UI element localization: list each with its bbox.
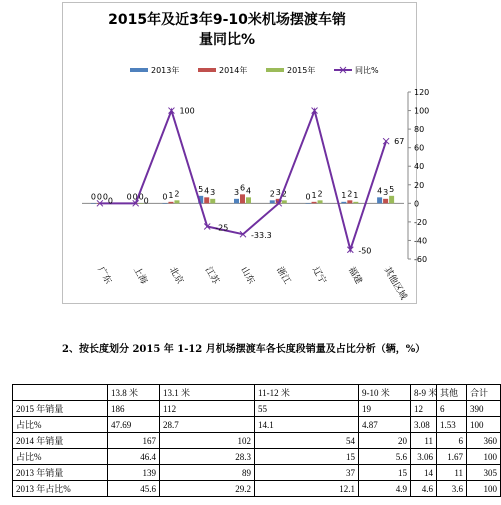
legend-swatch xyxy=(198,68,216,72)
bar-value-label: 3 xyxy=(210,187,216,197)
table-cell: 305 xyxy=(467,465,501,481)
bar-value-label: 2 xyxy=(174,189,180,199)
line-value-label: -25 xyxy=(215,223,229,233)
bar-value-label: 0 xyxy=(90,192,96,202)
bar-2013年-辽宁 xyxy=(306,203,311,204)
bar-value-label: 0 xyxy=(305,192,311,202)
bar-2014年-北京 xyxy=(168,202,173,204)
table-cell: 12.1 xyxy=(255,481,359,497)
table-cell: 14 xyxy=(411,465,437,481)
right-axis-tick-label: 100 xyxy=(414,106,430,116)
table-row xyxy=(13,433,501,449)
table-cell: 3.06 xyxy=(411,449,437,465)
table-header-cell: 合计 xyxy=(467,385,501,401)
bar-value-label: 0 xyxy=(126,192,132,202)
bar-2014年-山东 xyxy=(240,194,245,203)
table-cell: 12 xyxy=(411,401,437,417)
table-cell: 28.3 xyxy=(160,449,255,465)
bar-2013年-山东 xyxy=(234,199,239,204)
table-row xyxy=(13,465,501,481)
bar-value-label: 0 xyxy=(162,192,168,202)
line-value-label: 100 xyxy=(179,106,195,116)
table-header-cell xyxy=(13,385,108,401)
bar-value-label: 3 xyxy=(383,187,389,197)
legend-swatch xyxy=(130,68,148,72)
bar-2015年-山东 xyxy=(246,197,251,203)
bar-value-label: 4 xyxy=(204,186,210,196)
right-axis-tick-label: -40 xyxy=(414,236,428,246)
bar-2014年-其他区域 xyxy=(383,199,388,204)
table-cell: 4.6 xyxy=(411,481,437,497)
table-cell: 100 xyxy=(467,481,501,497)
bar-2013年-广东 xyxy=(91,203,96,204)
bar-2013年-北京 xyxy=(162,203,167,204)
table-cell: 11 xyxy=(437,465,467,481)
table-cell: 6 xyxy=(437,433,467,449)
table-cell: 100 xyxy=(467,449,501,465)
table-cell: 15 xyxy=(359,465,411,481)
bar-value-label: 4 xyxy=(245,186,252,196)
table-cell: 37 xyxy=(255,465,359,481)
legend-label: 同比% xyxy=(355,66,379,75)
bar-2014年-江苏 xyxy=(204,197,209,203)
row-label: 占比% xyxy=(13,417,108,433)
table-cell: 29.2 xyxy=(160,481,255,497)
length-sales-table xyxy=(12,384,501,497)
table-cell: 6 xyxy=(437,401,467,417)
bar-value-label: 6 xyxy=(239,183,246,193)
bar-2015年-辽宁 xyxy=(318,200,323,203)
bar-2015年-北京 xyxy=(174,200,179,203)
bar-value-label: 2 xyxy=(317,189,323,199)
right-axis-tick-label: 40 xyxy=(414,162,425,172)
chart-title xyxy=(62,10,392,50)
bar-value-label: 1 xyxy=(353,190,359,200)
bar-value-label: 2 xyxy=(269,189,275,199)
row-label: 2015 年销量 xyxy=(13,401,108,417)
table-cell: 3.6 xyxy=(437,481,467,497)
table-cell: 20 xyxy=(359,433,411,449)
right-axis-tick-label: 60 xyxy=(414,143,425,153)
table-row xyxy=(13,449,501,465)
bar-2015年-其他区域 xyxy=(389,196,394,204)
right-axis-tick-label: 20 xyxy=(414,180,425,190)
row-label: 占比% xyxy=(13,449,108,465)
bar-value-label: 2 xyxy=(281,189,287,199)
legend-label: 2013年 xyxy=(151,66,180,75)
legend-swatch xyxy=(266,68,284,72)
table-header-cell: 13.8 米 xyxy=(108,385,160,401)
table-row xyxy=(13,401,501,417)
table-cell: 45.6 xyxy=(108,481,160,497)
line-value-label: -50 xyxy=(358,246,372,256)
table-cell: 55 xyxy=(255,401,359,417)
line-value-label: 67 xyxy=(394,137,405,147)
table-cell: 100 xyxy=(467,417,501,433)
table-cell: 139 xyxy=(108,465,160,481)
table-header-cell: 其他 xyxy=(437,385,467,401)
right-axis-tick-label: 120 xyxy=(414,88,430,97)
chart-title-line-2: 量同比% xyxy=(198,32,256,48)
line-value-label: 0 xyxy=(107,196,113,206)
row-label: 2013 年销量 xyxy=(13,465,108,481)
bar-2013年-其他区域 xyxy=(377,197,382,203)
bar-value-label: 4 xyxy=(377,186,383,196)
bar-value-label: 3 xyxy=(233,187,240,197)
right-axis-tick-label: -60 xyxy=(414,255,428,264)
bar-value-label: 0 xyxy=(96,192,102,202)
legend-label: 2014年 xyxy=(219,66,248,75)
table-header-cell: 9-10 米 xyxy=(359,385,411,401)
table-cell: 19 xyxy=(359,401,411,417)
chart-title-line-1: 2015年及近3年9-10米机场摆渡车销 xyxy=(108,12,346,28)
category-label: 江苏 xyxy=(202,265,221,287)
bar-2014年-辽宁 xyxy=(312,202,317,204)
table-cell: 14.1 xyxy=(255,417,359,433)
category-label: 辽宁 xyxy=(309,265,328,287)
table-cell: 46.4 xyxy=(108,449,160,465)
right-axis-tick-label: -20 xyxy=(414,217,428,227)
section-heading: 2、按长度划分 2015 年 1-12 月机场摆渡车各长度段销量及占比分析（辆，%） xyxy=(62,344,426,355)
table-header-cell: 11-12 米 xyxy=(255,385,359,401)
table-cell: 4.87 xyxy=(359,417,411,433)
bar-value-label: 0 xyxy=(138,192,144,202)
bar-2013年-浙江 xyxy=(270,200,275,203)
table-cell: 167 xyxy=(108,433,160,449)
category-label: 上海 xyxy=(131,265,149,287)
bar-value-label: 0 xyxy=(132,192,138,202)
table-header-row xyxy=(13,385,501,401)
table-cell: 112 xyxy=(160,401,255,417)
table-cell: 4.9 xyxy=(359,481,411,497)
table-cell: 28.7 xyxy=(160,417,255,433)
bar-2015年-福建 xyxy=(353,202,358,204)
bar-2014年-福建 xyxy=(347,200,352,203)
table-row xyxy=(13,417,501,433)
table-header-cell: 13.1 米 xyxy=(160,385,255,401)
bar-value-label: 1 xyxy=(168,190,174,200)
table-cell: 1.67 xyxy=(437,449,467,465)
table-cell: 15 xyxy=(255,449,359,465)
bar-value-label: 3 xyxy=(275,187,281,197)
category-label: 广东 xyxy=(95,265,113,287)
table-cell: 102 xyxy=(160,433,255,449)
bar-2013年-福建 xyxy=(341,202,346,204)
line-value-label: -33.3 xyxy=(251,231,272,241)
table-cell: 3.08 xyxy=(411,417,437,433)
bar-2015年-浙江 xyxy=(282,200,287,203)
category-label: 福建 xyxy=(345,265,364,287)
table-cell: 186 xyxy=(108,401,160,417)
table-cell: 11 xyxy=(411,433,437,449)
table-cell: 54 xyxy=(255,433,359,449)
bar-value-label: 1 xyxy=(341,190,347,200)
legend-label: 2015年 xyxy=(287,66,316,75)
bar-2015年-江苏 xyxy=(210,199,215,204)
bar-value-label: 0 xyxy=(102,192,108,202)
bar-value-label: 5 xyxy=(389,184,395,194)
table-cell: 89 xyxy=(160,465,255,481)
table-cell: 1.53 xyxy=(437,417,467,433)
sales-chart xyxy=(62,2,430,304)
row-label: 2013 年占比% xyxy=(13,481,108,497)
row-label: 2014 年销量 xyxy=(13,433,108,449)
table-header-cell: 8-9 米 xyxy=(411,385,437,401)
table-row xyxy=(13,481,501,497)
category-label: 浙江 xyxy=(274,265,292,287)
bar-value-label: 2 xyxy=(347,189,353,199)
line-value-label: 0 xyxy=(143,196,149,206)
table-cell: 5.6 xyxy=(359,449,411,465)
table-cell: 47.69 xyxy=(108,417,160,433)
table-cell: 360 xyxy=(467,433,501,449)
category-label: 山东 xyxy=(238,265,257,287)
category-label: 其他区域 xyxy=(381,265,409,302)
bar-value-label: 5 xyxy=(198,184,204,194)
category-label: 北京 xyxy=(166,265,185,287)
bar-value-label: 1 xyxy=(311,190,317,200)
right-axis-tick-label: 0 xyxy=(414,199,420,209)
right-axis-tick-label: 80 xyxy=(414,125,425,135)
table-cell: 390 xyxy=(467,401,501,417)
